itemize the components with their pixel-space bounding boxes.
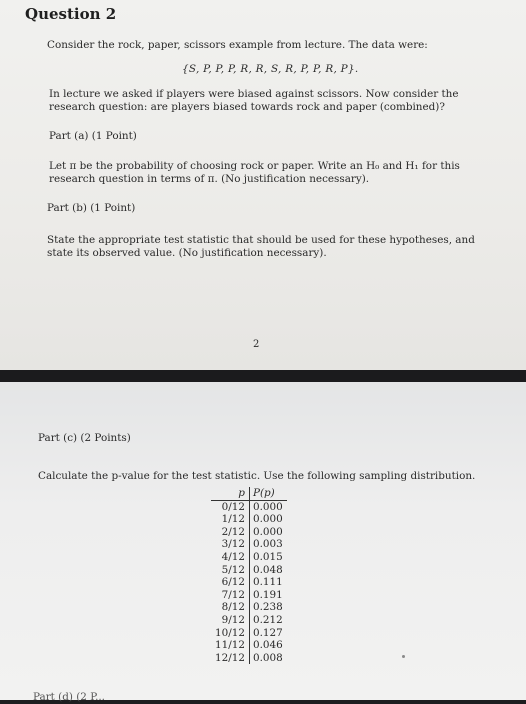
cell-p: 0/12 bbox=[221, 500, 245, 513]
part-b-heading bbox=[47, 202, 135, 215]
part-b-text: State the appropriate test statistic that should be used for these hypotheses, and state its observed value. (No justification necessary). bbox=[47, 234, 475, 259]
cell-p: 6/12 bbox=[221, 576, 245, 589]
cell-p: 10/12 bbox=[215, 626, 245, 639]
header-prob: P(p) bbox=[249, 487, 286, 500]
cell-p: 1/12 bbox=[221, 513, 245, 526]
sampling-distribution-table bbox=[211, 487, 287, 664]
research-question: In lecture we asked if players were biased against scissors. Now consider the research question: are players biased towards rock and paper (combined)? bbox=[49, 88, 459, 113]
cell-p: 9/12 bbox=[221, 613, 245, 626]
part-d-heading-cutoff: Part (d) (2 P... bbox=[33, 691, 105, 703]
table-row bbox=[211, 538, 287, 551]
intro-text: Consider the rock, paper, scissors example from lecture. The data were: bbox=[47, 39, 428, 51]
cell-prob: 0.000 bbox=[249, 526, 286, 539]
table-row bbox=[211, 589, 287, 602]
cell-prob: 0.015 bbox=[249, 551, 286, 564]
part-a-heading bbox=[49, 130, 137, 143]
table-body bbox=[211, 500, 287, 664]
cell-p: 4/12 bbox=[221, 550, 245, 563]
cell-prob: 0.003 bbox=[249, 538, 286, 551]
page-divider bbox=[0, 370, 526, 382]
table-row bbox=[211, 564, 287, 577]
part-c-points: (2 Points) bbox=[80, 432, 131, 444]
table-row bbox=[211, 513, 287, 526]
cell-prob: 0.111 bbox=[249, 576, 286, 589]
page-number: 2 bbox=[253, 339, 260, 350]
cell-p: 8/12 bbox=[221, 601, 245, 614]
cell-prob: 0.238 bbox=[249, 601, 286, 614]
cell-prob: 0.127 bbox=[249, 627, 286, 640]
table-row bbox=[211, 500, 287, 513]
cell-prob: 0.000 bbox=[249, 513, 286, 526]
cell-prob: 0.048 bbox=[249, 564, 286, 577]
part-b-points: (1 Point) bbox=[90, 202, 136, 214]
data-sequence: {S, P, P, P, R, R, S, R, P, P, R, P}. bbox=[182, 63, 359, 75]
cell-prob: 0.191 bbox=[249, 589, 286, 602]
table-row bbox=[211, 639, 287, 652]
part-b-label: Part (b) bbox=[47, 202, 87, 214]
cell-p: 3/12 bbox=[221, 538, 245, 551]
table-row bbox=[211, 652, 287, 665]
cell-p: 11/12 bbox=[215, 639, 245, 652]
table-row bbox=[211, 627, 287, 640]
part-c-text: Calculate the p-value for the test statistic. Use the following sampling distribution. bbox=[38, 470, 476, 482]
header-p: p bbox=[211, 487, 249, 500]
cell-prob: 0.046 bbox=[249, 639, 286, 652]
part-c-label: Part (c) bbox=[38, 432, 78, 444]
part-c-heading bbox=[38, 432, 131, 445]
table-row bbox=[211, 526, 287, 539]
cell-prob: 0.008 bbox=[249, 652, 286, 665]
cell-prob: 0.000 bbox=[249, 500, 286, 513]
speck bbox=[402, 655, 405, 658]
question-title: Question 2 bbox=[25, 5, 117, 23]
part-a-label: Part (a) bbox=[49, 130, 89, 142]
part-a-text: Let π be the probability of choosing rock or paper. Write an H₀ and H₁ for this research question in terms of π. (No justification necessary). bbox=[49, 160, 460, 185]
cell-p: 7/12 bbox=[221, 588, 245, 601]
cell-p: 2/12 bbox=[221, 525, 245, 538]
table-row bbox=[211, 551, 287, 564]
table-row bbox=[211, 601, 287, 614]
cell-p: 12/12 bbox=[215, 651, 245, 664]
cell-prob: 0.212 bbox=[249, 614, 286, 627]
cell-p: 5/12 bbox=[221, 563, 245, 576]
part-a-points: (1 Point) bbox=[91, 130, 137, 142]
table-header-row bbox=[211, 487, 287, 500]
table-row bbox=[211, 614, 287, 627]
table-row bbox=[211, 576, 287, 589]
